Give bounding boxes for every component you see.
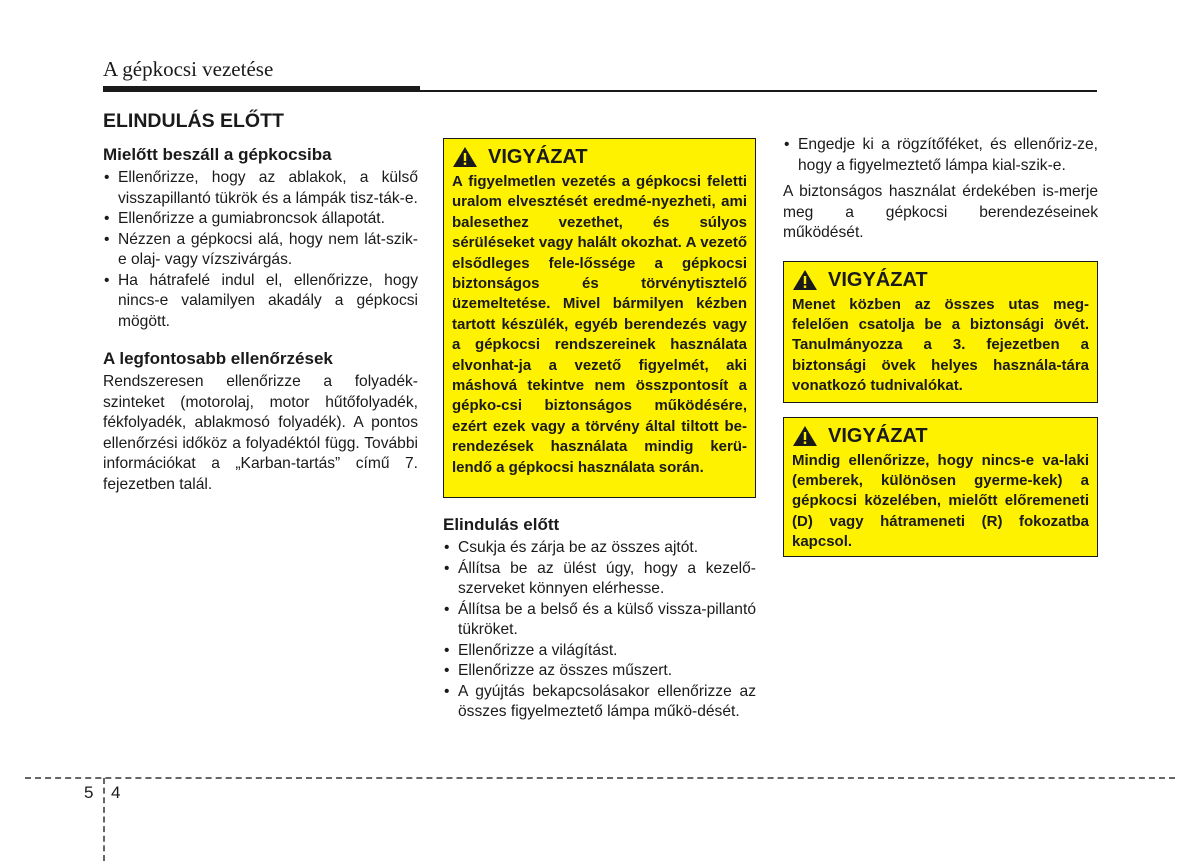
warning-triangle-icon — [792, 425, 818, 447]
column-left — [103, 108, 418, 495]
warning-text: Menet közben az összes utas meg-felelően csatolja be a biztonsági övét. Tanulmányozza a 3. fejezetben a biztonsági övek helyes használa-tára vonatkozó tudnivalókat. — [792, 295, 1089, 395]
before-start-heading: Elindulás előtt — [443, 515, 560, 534]
safety-text: A biztonságos használat érdekében is-merje meg a gépkocsi berendezéseinek működését. — [783, 183, 1098, 241]
list-item: • Ellenőrizze az összes műszert. — [443, 661, 756, 682]
before-boarding-list — [103, 168, 418, 332]
header-rule-thin — [420, 90, 1097, 92]
warning-label: VIGYÁZAT — [828, 268, 928, 291]
footer-dashed-line — [25, 777, 1175, 779]
warning-triangle-icon — [792, 269, 818, 291]
warning-box — [443, 138, 756, 498]
warning-box-surroundings — [783, 417, 1098, 557]
list-item: • Csukja és zárja be az összes ajtót. — [443, 538, 756, 559]
list-item: • Ellenőrizze a gumiabroncsok állapotát. — [103, 209, 418, 230]
list-item: • Ellenőrizze, hogy az ablakok, a külső visszapillantó tükrök és a lámpák tisz-ták-e. — [103, 168, 418, 209]
section-title: ELINDULÁS ELŐTT — [103, 110, 284, 132]
list-item: • Ellenőrizze a világítást. — [443, 641, 756, 662]
page-number: 4 — [111, 783, 121, 802]
warning-label: VIGYÁZAT — [488, 146, 588, 168]
list-item: • Állítsa be az ülést úgy, hogy a kezelő-szerveket könnyen elérhesse. — [443, 559, 756, 600]
chapter-title: A gépkocsi vezetése — [103, 57, 274, 81]
list-item: • Nézzen a gépkocsi alá, hogy nem lát-szik-e olaj- vagy vízszivárgás. — [103, 230, 418, 271]
column-right — [783, 135, 1098, 557]
column-middle — [443, 138, 756, 723]
list-item: • Engedje ki a rögzítőféket, és ellenőriz-ze, hogy a figyelmeztető lámpa kial-szik-e. — [783, 135, 1098, 176]
warning-label: VIGYÁZAT — [828, 424, 928, 447]
list-item: • Ha hátrafelé indul el, ellenőrizze, hogy nincs-e valamilyen akadály a gépkocsi mögött. — [103, 271, 418, 333]
warning-text: Mindig ellenőrizze, hogy nincs-e va-laki (emberek, különösen gyerme-kek) a gépkocsi közelében, mielőtt előremeneti (D) vagy hátrameneti (R) fokozatba kapcsol. — [792, 451, 1089, 551]
header-rule-thick — [103, 86, 420, 92]
warning-header — [452, 144, 747, 170]
warning-header — [792, 267, 1089, 293]
parking-brake-list — [783, 135, 1098, 176]
before-start-list — [443, 538, 756, 723]
key-checks-text: Rendszeresen ellenőrizze a folyadék-szinteket (motorolaj, motor hűtőfolyadék, fékfolyadék, ablakmosó folyadék). A pontos ellenőrzési időköz a folyadéktól függ. További információkat a „Karban-tartás” című 7. fejezetben talál. — [103, 373, 418, 493]
footer-dashed-divider — [103, 778, 105, 861]
warning-box-seatbelt — [783, 261, 1098, 403]
key-checks-heading: A legfontosabb ellenőrzések — [103, 349, 333, 368]
page-chapter-number: 5 — [84, 783, 94, 802]
warning-text: A figyelmetlen vezetés a gépkocsi feletti uralom elvesztését eredmé-nyezheti, ami balesethez vezethet, és súlyos sérüléseket vagy halált okozhat. A vezető elsődleges fele-lőssége a gépkocsi biztonságos és törvénytisztelő üzemeltetése. Mivel bármilyen kézben tartott készülék, egyéb berendezés vagy a gépkocsi rendszereinek használata elvonhat-ja a vezető figyelmét, aki máshová tekintve nem összpontosít a gépko-csi biztonságos működésére, ezért ezek vagy a törvény által tiltott be-rendezések használata mindig kerü-lendő a gépkocsi használata során. — [452, 173, 747, 476]
before-boarding-heading: Mielőtt beszáll a gépkocsiba — [103, 145, 332, 164]
list-item: • A gyújtás bekapcsolásakor ellenőrizze az összes figyelmeztető lámpa műkö-dését. — [443, 682, 756, 723]
warning-triangle-icon — [452, 146, 478, 168]
list-item: • Állítsa be a belső és a külső vissza-pillantó tükröket. — [443, 600, 756, 641]
warning-header — [792, 423, 1089, 449]
